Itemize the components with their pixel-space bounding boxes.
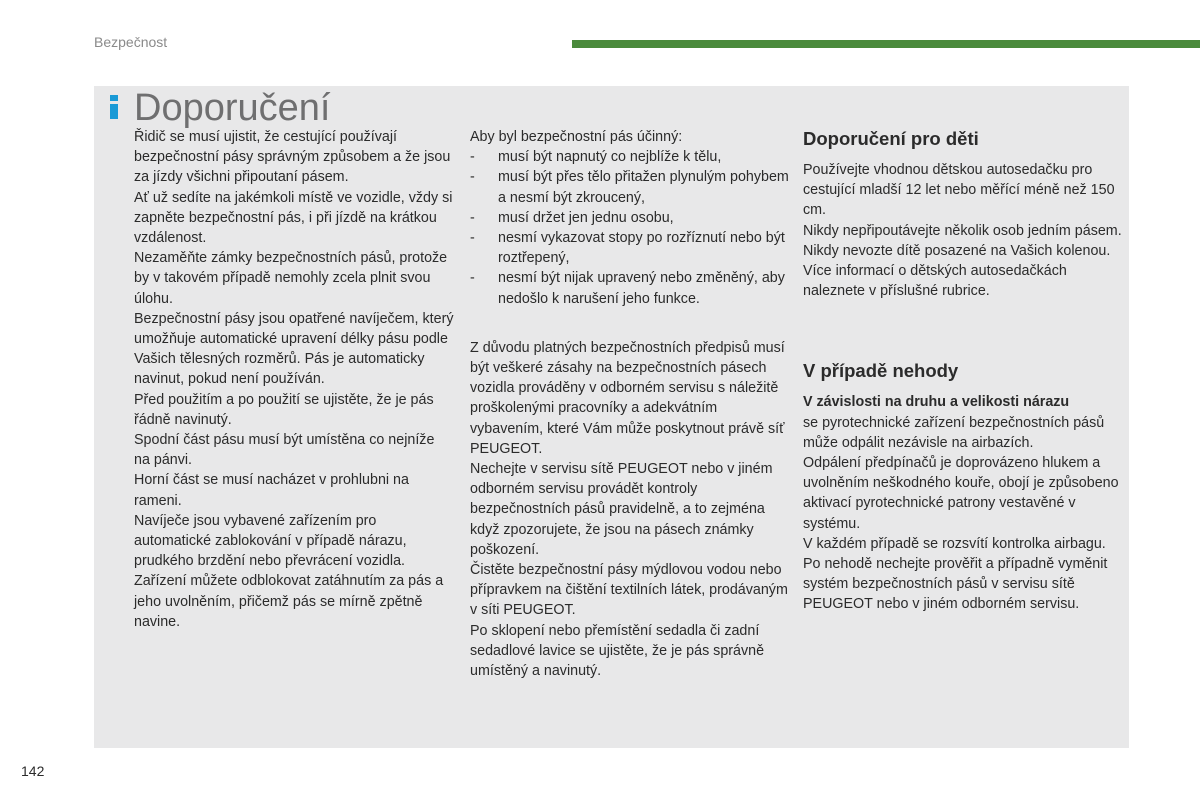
spacer — [803, 301, 1123, 359]
paragraph: Nikdy nevozte dítě posazené na Vašich kolenou. — [803, 242, 1111, 259]
paragraph: Z důvodu platných bezpečnostních předpisů musí být veškeré zásahy na bezpečnostních pásech vozidla prováděny v odborném servisu s náležitě proškolenými pracovníky a adekvátním vybavením, které Vám může poskytnout právě síť PEUGEOT. — [470, 339, 785, 457]
accident-bold-lead: V závislosti na druhu a velikosti nárazu — [803, 394, 1070, 411]
paragraph: Nechejte v servisu sítě PEUGEOT nebo v jiném odborném servisu provádět kontroly bezpečnostních pásů pravidelně, a to zejména když zpozorujete, že jsou na pásech známky poškození. — [470, 461, 773, 558]
paragraph: Bezpečnostní pásy jsou opatřené navíječem, který umožňuje automatické upravení délky pásu podle Vašich tělesných rozměrů. Pás je automaticky navinut, pokud není používán. — [134, 310, 454, 388]
paragraph: Čistěte bezpečnostní pásy mýdlovou vodou nebo přípravkem na čištění textilních látek, prodávaným v síti PEUGEOT. — [470, 562, 788, 619]
paragraph: Více informací o dětských autosedačkách naleznete v příslušné rubrice. — [803, 263, 1067, 300]
paragraph: Před použitím a po použití se ujistěte, že je pás řádně navinutý. — [134, 391, 434, 428]
paragraph: V každém případě se rozsvítí kontrolka airbagu. — [803, 535, 1106, 552]
column-children-accident — [803, 127, 1123, 615]
paragraph: Používejte vhodnou dětskou autosedačku pro cestující mladší 12 let nebo měřící méně než 150 cm. — [803, 162, 1115, 219]
section-label: Bezpečnost — [94, 34, 168, 50]
info-icon — [110, 95, 118, 119]
list-item: - musí být napnutý co nejblíže k tělu, — [470, 147, 790, 167]
accident-heading: V případě nehody — [803, 360, 959, 382]
info-icon-stem — [110, 104, 118, 119]
list-item: - nesmí vykazovat stopy po rozříznutí nebo být roztřepený, — [470, 228, 790, 268]
list-item: - musí držet jen jednu osobu, — [470, 208, 790, 228]
header-accent-bar — [572, 40, 1200, 48]
list-intro: Aby byl bezpečnostní pás účinný: — [470, 129, 683, 145]
info-icon-dot — [110, 95, 118, 101]
column-belt-effectiveness — [470, 127, 790, 681]
paragraph: se pyrotechnické zařízení bezpečnostních pásů může odpálit nezávisle na airbazích. — [803, 414, 1105, 451]
paragraph: Po nehodě nechejte prověřit a případně vyměnit systém bezpečnostních pásů v servisu sítě PEUGEOT nebo v jiném odborném servisu. — [803, 556, 1108, 613]
paragraph: Horní část se musí nacházet v prohlubni na rameni. — [134, 472, 409, 509]
paragraph: Navíječe jsou vybavené zařízením pro automatické zablokování v případě nárazu, prudkého brzdění nebo převrácení vozidla. Zařízení můžete odblokovat zatáhnutím za pás a jeho uvolněním, přičemž pás se mírně zpětně navine. — [134, 512, 444, 630]
list-item: - musí být přes tělo přitažen plynulým pohybem a nesmí být zkroucený, — [470, 167, 790, 207]
paragraph: Po sklopení nebo přemístění sedadla či zadní sedadlové lavice se ujistěte, že je pás správně umístěný a navinutý. — [470, 622, 765, 680]
paragraph: Nezaměňte zámky bezpečnostních pásů, protože by v takovém případě nemohly zcela plnit svou úlohu. — [134, 250, 448, 307]
children-heading: Doporučení pro děti — [803, 128, 979, 149]
page-title: Doporučení — [134, 87, 331, 129]
paragraph: Spodní část pásu musí být umístěna co nejníže na pánvi. — [134, 432, 435, 469]
column-general-advice — [134, 127, 454, 632]
page-number: 142 — [21, 763, 45, 779]
paragraph: Ať už sedíte na jakémkoli místě ve vozidle, vždy si zapněte bezpečnostní pás, i při jízdě na krátkou vzdálenost. — [134, 189, 453, 247]
paragraph: Řidič se musí ujistit, že cestující používají bezpečnostní pásy správným způsobem a že jsou za jízdy všichni připoutaní pásem. — [134, 129, 451, 186]
requirements-list — [470, 147, 790, 309]
list-item: - nesmí být nijak upravený nebo změněný, aby nedošlo k narušení jeho funkce. — [470, 268, 790, 308]
paragraph: Odpálení předpínačů je doprovázeno hlukem a uvolněním neškodného kouře, obojí je způsobeno aktivací pyrotechnické patrony vestavěné v systému. — [803, 455, 1119, 532]
spacer — [470, 309, 790, 338]
paragraph: Nikdy nepřipoutávejte několik osob jedním pásem. — [803, 222, 1122, 239]
